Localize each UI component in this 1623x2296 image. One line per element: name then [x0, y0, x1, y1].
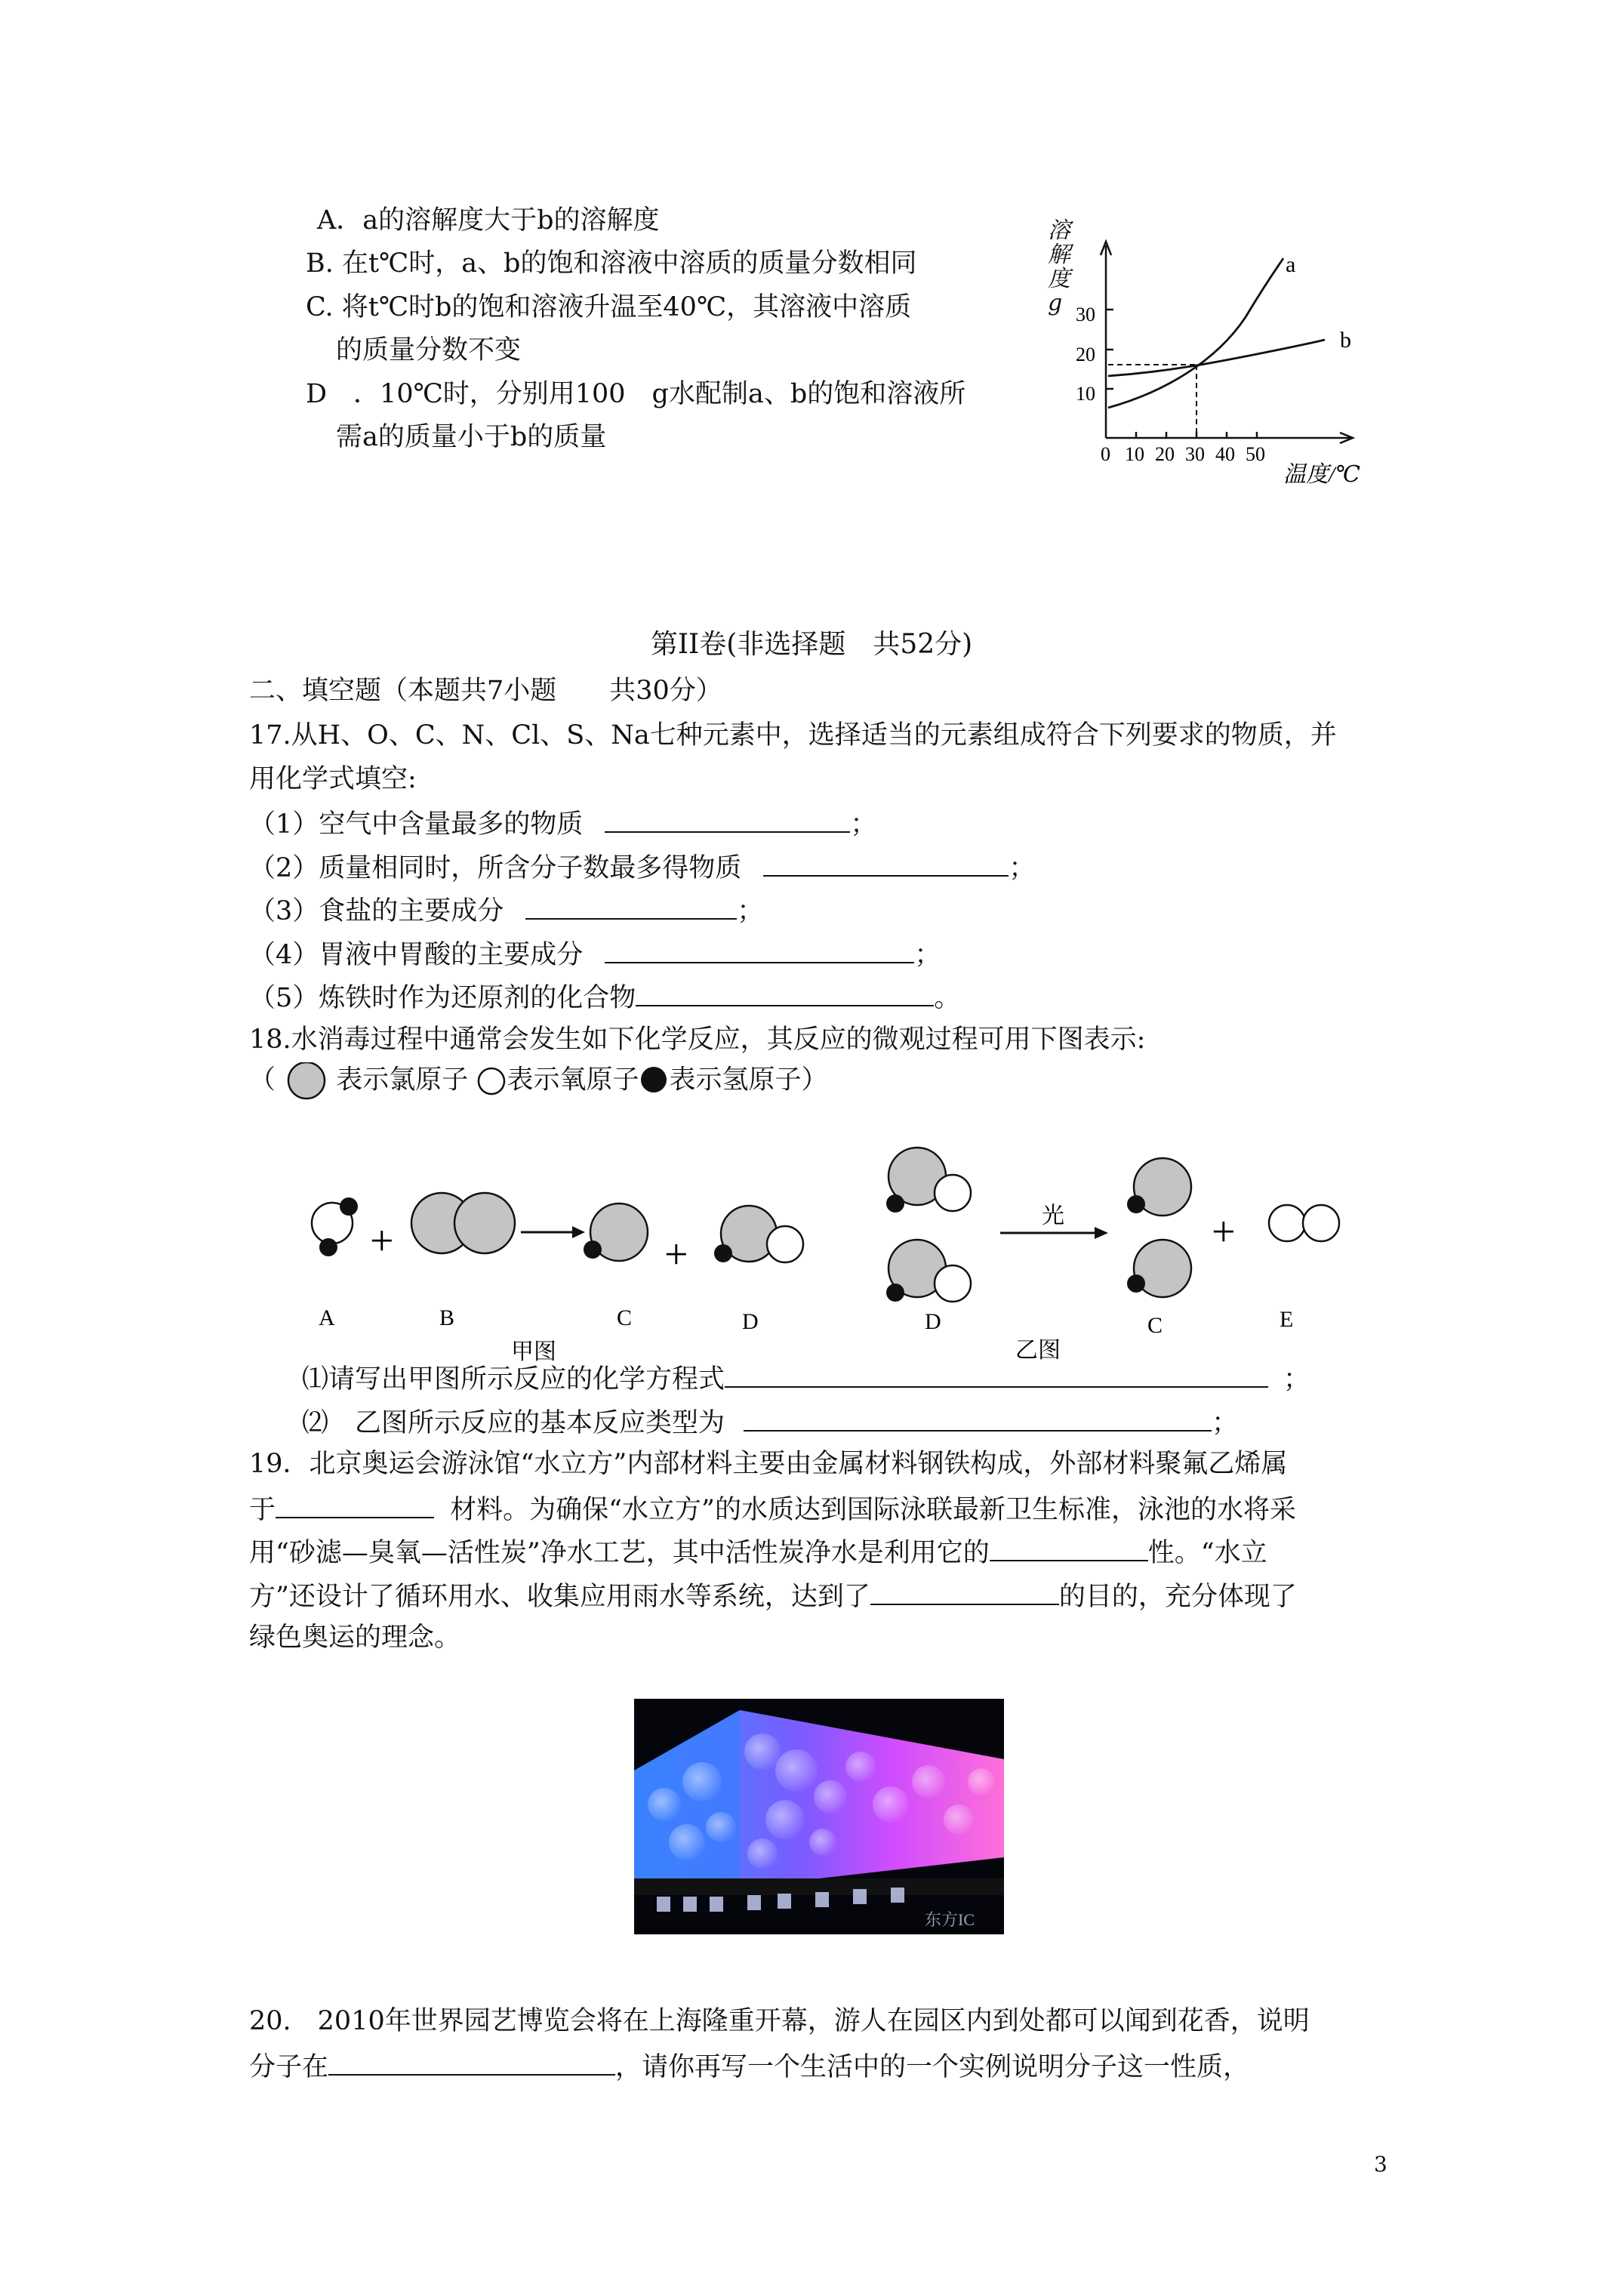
q17-answer-4[interactable] — [605, 936, 914, 963]
x-tick-0: 0 — [1101, 443, 1110, 465]
y-tick-20: 20 — [1076, 344, 1095, 365]
plus-sign-1: + — [370, 1218, 394, 1265]
q16-option-b: B. 在t℃时，a、b的饱和溶液中溶质的质量分数相同 — [306, 248, 917, 279]
q18-legend: （ 表示氯原子 表示氧原子 表示氢原子） — [249, 1062, 827, 1100]
label-A: A — [319, 1305, 335, 1330]
q18-answer-2[interactable] — [744, 1404, 1212, 1432]
hydrogen-atom-icon — [639, 1066, 669, 1096]
page-number: 3 — [1374, 2152, 1387, 2177]
q16-option-a: A．a的溶解度大于b的溶解度 — [317, 205, 660, 236]
q20-line1: 20. 2010年世界园艺博览会将在上海隆重开幕，游人在园区内到处都可以闻到花香，说明 — [249, 2006, 1310, 2036]
reaction-arrow-jia — [521, 1226, 585, 1238]
q16-option-c-line1: C. 将t℃时b的饱和溶液升温至40℃，其溶液中溶质 — [306, 292, 912, 322]
label-C: C — [617, 1305, 633, 1330]
q18-answer-1[interactable] — [725, 1361, 1268, 1388]
reaction-arrow-yi — [1000, 1227, 1108, 1239]
x-tick-40: 40 — [1215, 443, 1235, 465]
chlorine-atom-icon — [284, 1062, 328, 1100]
q17-stem-line1: 17.从H、O、C、N、Cl、S、Na七种元素中，选择适当的元素组成符合下列要求的物质，并 — [249, 720, 1337, 750]
q17-item-4: （4）胃液中胃酸的主要成分 ； — [249, 936, 941, 972]
q19-answer-property[interactable] — [990, 1534, 1148, 1561]
caption-jia: 甲图 — [511, 1339, 556, 1364]
y-axis-label-vertical: 溶 解 度 g — [1048, 217, 1070, 316]
water-cube-photo — [634, 1699, 1004, 1934]
x-axis-label: 温度/℃ — [1283, 462, 1360, 487]
solubility-graph — [1042, 211, 1434, 491]
q19-answer-material[interactable] — [276, 1491, 434, 1518]
molecule-A — [312, 1197, 358, 1256]
x-tick-30: 30 — [1185, 443, 1205, 465]
molecule-C — [584, 1203, 648, 1261]
q19-line4: 方”还设计了循环用水、收集应用雨水等系统，达到了 的目的，充分体现了 — [249, 1578, 1297, 1613]
light-condition: 光 — [1042, 1203, 1064, 1228]
molecule-D-pair — [886, 1148, 971, 1302]
plus-sign-2: + — [664, 1231, 688, 1278]
caption-yi: 乙图 — [1015, 1338, 1061, 1363]
x-tick-50: 50 — [1246, 443, 1265, 465]
y-tick-10: 10 — [1076, 383, 1095, 405]
plus-sign-3: + — [1212, 1209, 1236, 1256]
label-E: E — [1280, 1307, 1294, 1332]
q18-stem: 18.水消毒过程中通常会发生如下化学反应，其反应的微观过程可用下图表示: — [249, 1025, 1146, 1055]
q17-item-1: （1）空气中含量最多的物质 ； — [249, 806, 876, 841]
q19-line1: 19．北京奥运会游泳馆“水立方”内部材料主要由金属材料钢铁构成，外部材料聚氟乙烯属 — [249, 1449, 1288, 1479]
photo-watermark: 东方IC — [925, 1910, 975, 1929]
q16-option-d-line1: D ．10℃时，分别用100 g水配制a、b的饱和溶液所 — [306, 379, 966, 409]
q19-line2: 于 材料。为确保“水立方”的水质达到国际泳联最新卫生标准，泳池的水将采 — [249, 1491, 1296, 1527]
x-tick-20: 20 — [1155, 443, 1175, 465]
q17-answer-5[interactable] — [636, 979, 934, 1006]
label-D-yi: D — [925, 1309, 941, 1334]
q16-option-c-line2: 的质量分数不变 — [336, 335, 522, 365]
molecule-D — [714, 1206, 803, 1262]
section-heading: 二、填空题（本题共7小题 共30分） — [249, 676, 722, 706]
q20-line2: 分子在 ，请你再写一个生活中的一个实例说明分子这一性质， — [249, 2048, 1249, 2084]
q17-answer-2[interactable] — [763, 849, 1009, 877]
q17-answer-1[interactable] — [605, 806, 850, 833]
q20-answer[interactable] — [328, 2048, 615, 2076]
curve-a-label: a — [1286, 252, 1296, 277]
molecule-C-pair — [1127, 1158, 1191, 1297]
label-D: D — [742, 1309, 759, 1334]
q18-sub1: ⑴请写出甲图所示反应的化学方程式 ； — [302, 1361, 1310, 1396]
q18-sub2: ⑵ 乙图所示反应的基本反应类型为 ； — [302, 1404, 1238, 1440]
q17-item-5: （5）炼铁时作为还原剂的化合物 。 — [249, 979, 960, 1015]
q19-line3: 用“砂滤—臭氧—活性炭”净水工艺，其中活性炭净水是利用它的 性。“水立 — [249, 1534, 1267, 1570]
curve-b-label: b — [1340, 328, 1351, 353]
reaction-diagram — [287, 1133, 1359, 1382]
q19-line5: 绿色奥运的理念。 — [249, 1623, 461, 1653]
section-title: 第II卷(非选择题 共52分) — [650, 629, 973, 660]
molecule-B — [411, 1193, 515, 1253]
x-tick-10: 10 — [1125, 443, 1144, 465]
label-C-yi: C — [1147, 1313, 1163, 1338]
curve-b — [1108, 340, 1325, 376]
y-tick-30: 30 — [1076, 304, 1095, 325]
q17-item-2: （2）质量相同时，所含分子数最多得物质 ； — [249, 849, 1035, 885]
molecule-E — [1269, 1205, 1339, 1241]
q16-option-d-line2: 需a的质量小于b的质量 — [336, 422, 607, 452]
q17-item-3: （3）食盐的主要成分 ； — [249, 892, 763, 928]
oxygen-atom-icon — [476, 1066, 507, 1096]
q17-stem-line2: 用化学式填空: — [249, 764, 417, 794]
q17-answer-3[interactable] — [525, 892, 737, 920]
q19-answer-purpose[interactable] — [870, 1578, 1059, 1605]
label-B: B — [439, 1305, 455, 1330]
